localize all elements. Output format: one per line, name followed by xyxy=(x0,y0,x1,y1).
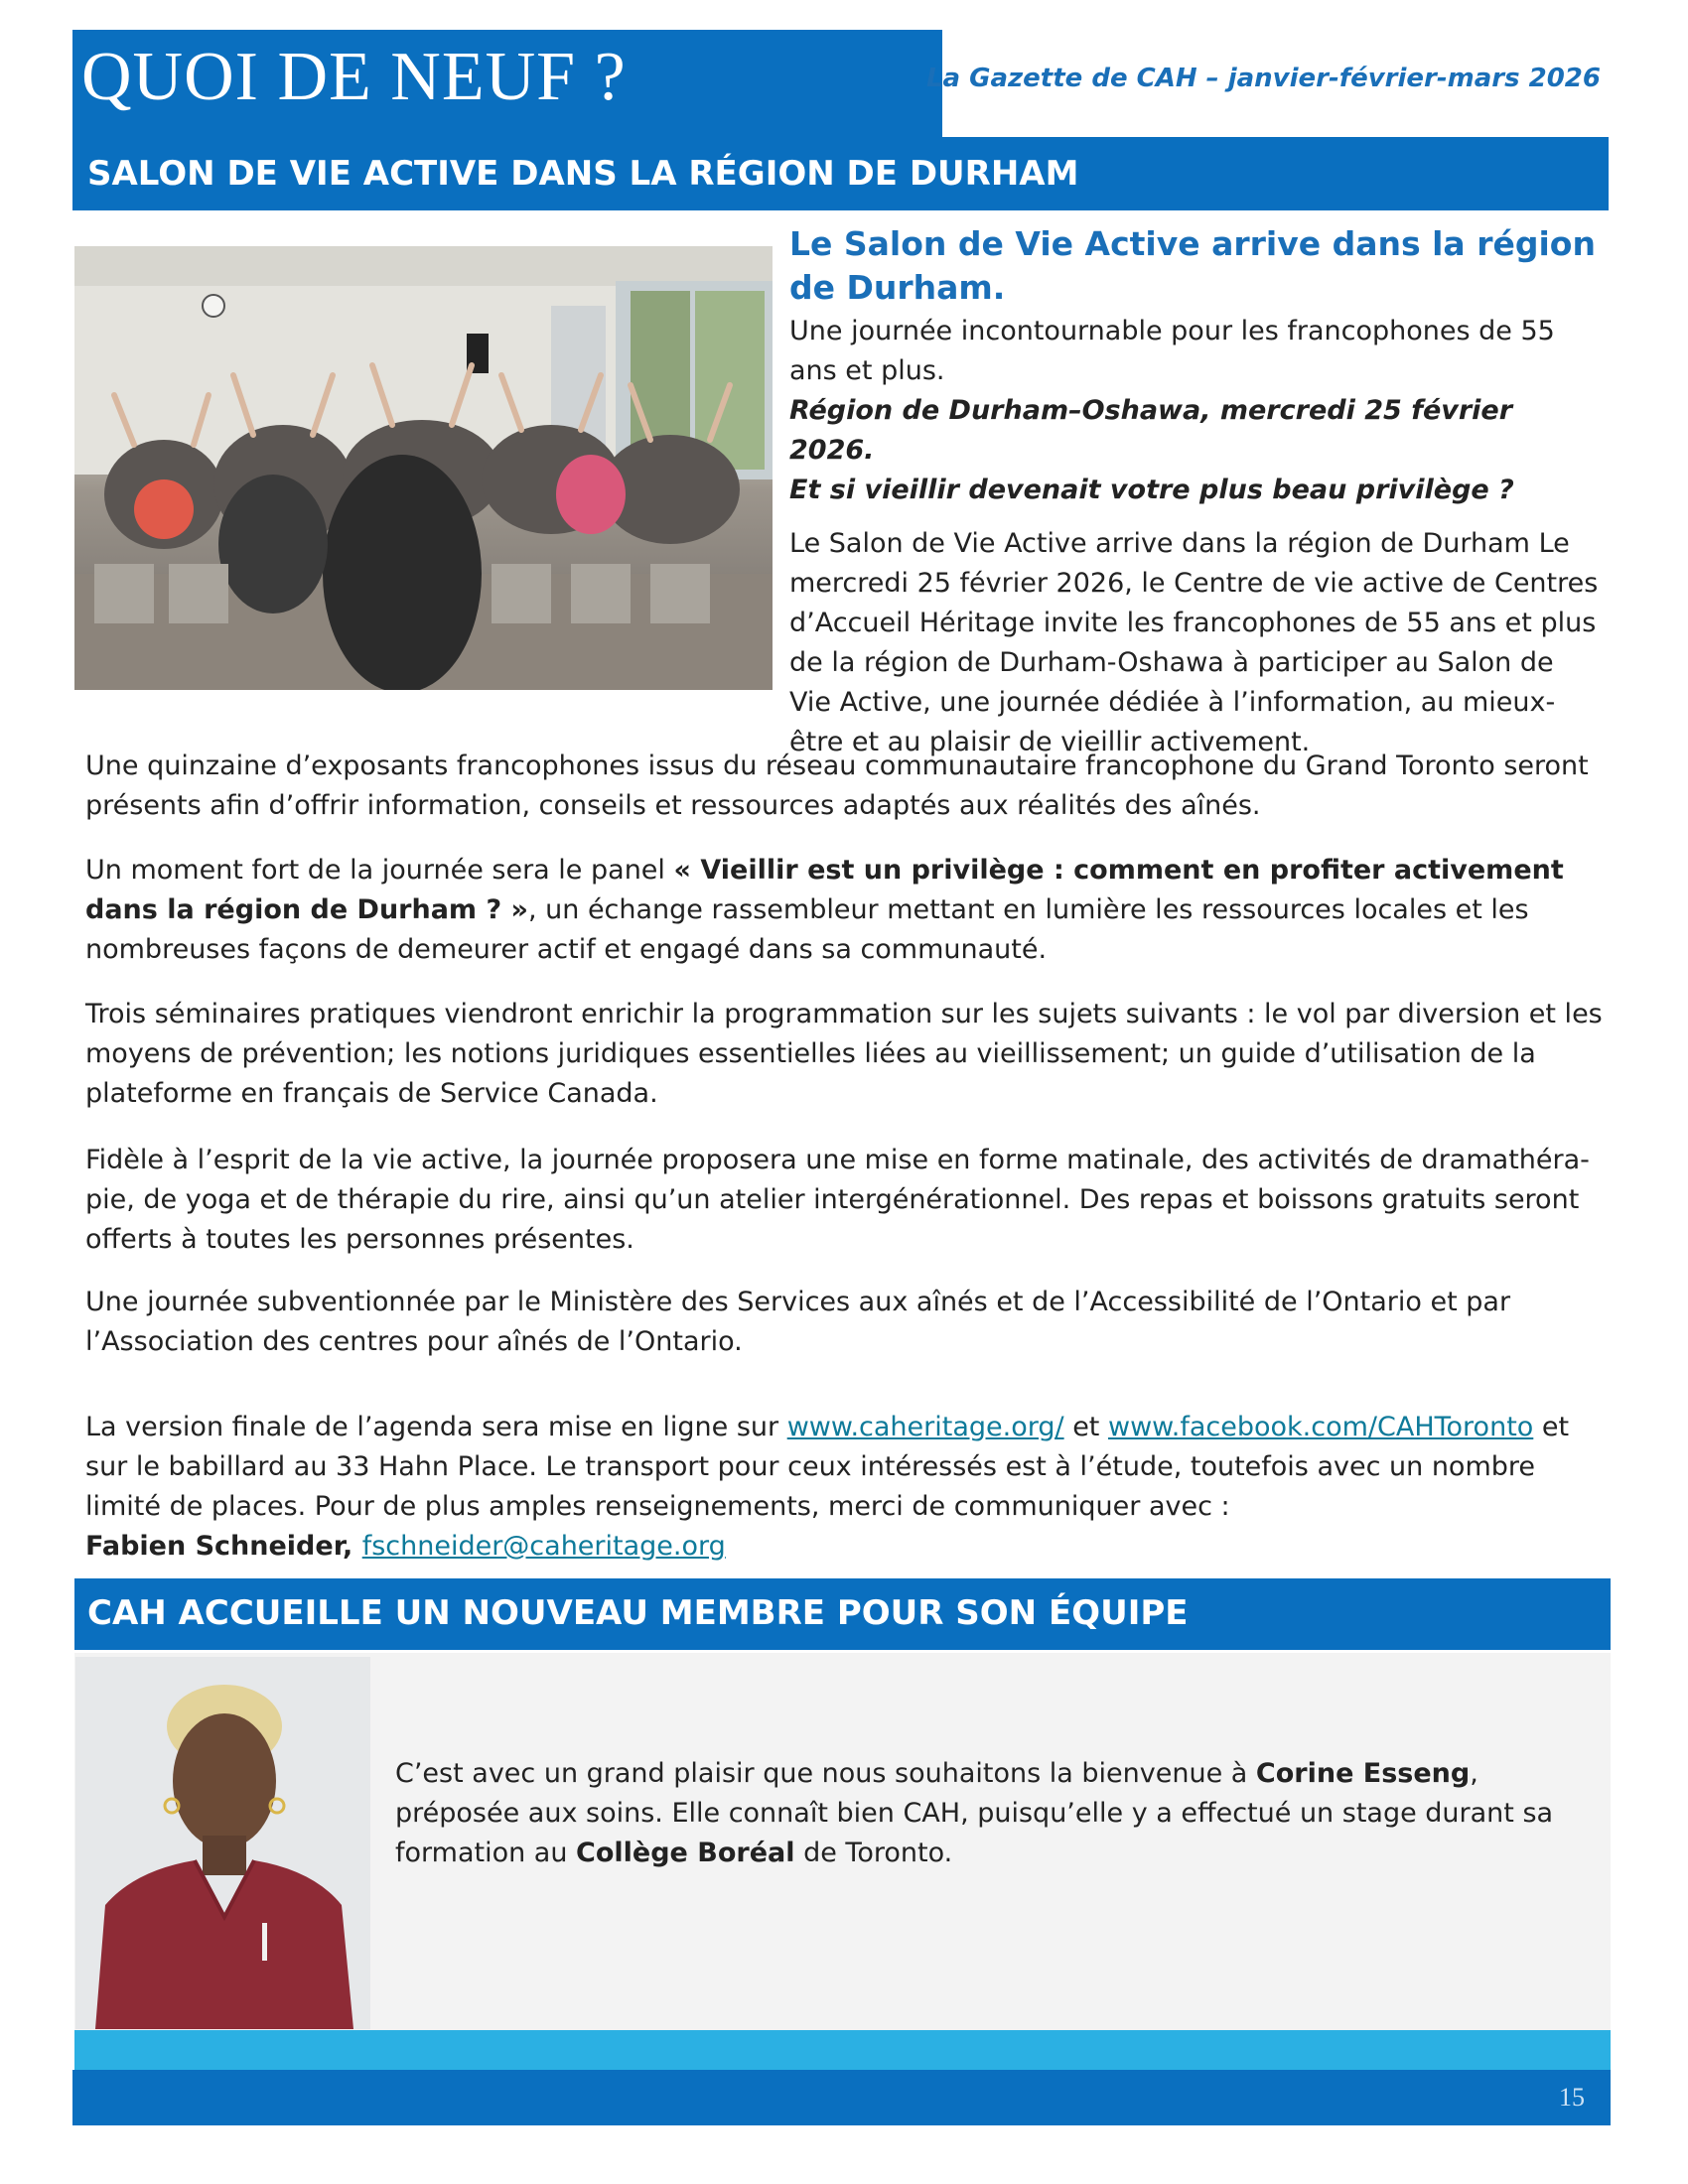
exercise-class-photo xyxy=(74,246,773,690)
footer-bar xyxy=(72,2070,1611,2125)
salon-date-line: Région de Durham–Oshawa, mercredi 25 février 2026. xyxy=(789,395,1513,466)
paragraph-activities xyxy=(85,1141,1605,1260)
paragraph-seminars xyxy=(85,995,1605,1114)
exhibitors-text: Une quinzaine d’exposants francophones issus du réseau communautaire francophone du Grand Toronto seront présents afin d’offrir information, conseils et ressources adaptés aux réalités des aînés. xyxy=(85,751,1589,821)
agenda-text-b: et sur le babillard au 33 Hahn Place. Le transport pour ceux intéressés est à l’étude, toutefois avec un nombre limité de places. Pour de plus amples renseignements, merci de communiquer avec : xyxy=(85,1412,1570,1522)
panel-text-b: , un échange rassembleur mettant en lumière les ressources locales et les nombreuses façons de demeurer actif et engagé dans sa communauté. xyxy=(85,894,1529,965)
paragraph-panel xyxy=(85,851,1605,970)
gazette-issue: La Gazette de CAH – janvier-février-mars 2026 xyxy=(925,64,1601,93)
corine-esseng-portrait xyxy=(75,1657,370,2029)
paragraph-agenda xyxy=(85,1408,1605,1567)
contact-name: Fabien Schneider, xyxy=(85,1531,362,1562)
welcome-text-a: C’est avec un grand plaisir que nous souhaitons la bienvenue à xyxy=(395,1758,1256,1789)
facebook-page-link[interactable]: www.facebook.com/CAHToronto xyxy=(1107,1412,1534,1442)
agenda-text-a: La version finale de l’agenda sera mise en ligne sur xyxy=(85,1412,787,1442)
section-title-salon: SALON DE VIE ACTIVE DANS LA RÉGION DE DURHAM xyxy=(87,154,1079,194)
panel-text-a: Un moment fort de la journée sera le panel xyxy=(85,855,674,886)
welcome-text-c: de Toronto. xyxy=(794,1838,953,1868)
salon-intro-paragraph: Le Salon de Vie Active arrive dans la région de Durham Le mercredi 25 février 2026, le Centre de vie active de Centres d’Accueil Héritage invite les francophones de 55 ans et plus de la région de Durham-Oshawa à participer au Salon de Vie Active, une journée dédiée à l’information, au mieux-être et au plaisir de vieillir activement. xyxy=(789,528,1599,757)
new-member-welcome-text xyxy=(395,1754,1597,1873)
salon-lead-title: Le Salon de Vie Active arrive dans la région de Durham. xyxy=(789,224,1596,307)
salon-lead-subtitle: Une journée incontournable pour les francophones de 55 ans et plus. xyxy=(789,316,1555,386)
seminars-text: Trois séminaires pratiques viendront enrichir la programmation sur les sujets suivants : le vol par diversion et les moyens de prévention; les notions juridiques essentielles liées au vieillissement; un guide d’utilisation de la plateforme en français de Service Canada. xyxy=(85,999,1603,1109)
new-member-name: Corine Esseng xyxy=(1255,1758,1471,1789)
agenda-text-et: et xyxy=(1063,1412,1108,1442)
salon-intro-column xyxy=(789,222,1599,762)
paragraph-exhibitors xyxy=(85,747,1605,826)
panel-title: « Vieillir est un privilège : comment en profiter activement dans la région de Durham ? » xyxy=(85,855,1564,925)
page-number: 15 xyxy=(1559,2083,1585,2112)
school-name: Collège Boréal xyxy=(576,1838,795,1868)
paragraph-funding xyxy=(85,1283,1605,1362)
contact-email-link[interactable]: fschneider@caheritage.org xyxy=(361,1531,726,1562)
welcome-text-b: , préposée aux soins. Elle connaît bien CAH, puisqu’elle y a effectué un stage durant sa formation au xyxy=(395,1758,1554,1868)
caheritage-website-link[interactable]: www.caheritage.org/ xyxy=(786,1412,1064,1442)
activities-text: Fidèle à l’esprit de la vie active, la journée proposera une mise en forme matinale, des activités de dramathéra-pie, de yoga et de thérapie du rire, ainsi qu’un atelier intergénérationnel. Des repas et boissons gratuits seront offerts à toutes les personnes présentes. xyxy=(85,1145,1590,1255)
page-title: QUOI DE NEUF ? xyxy=(81,39,627,115)
section-title-new-member: CAH ACCUEILLE UN NOUVEAU MEMBRE POUR SON ÉQUIPE xyxy=(87,1593,1189,1633)
funding-text: Une journée subventionnée par le Ministère des Services aux aînés et de l’Accessibilité de l’Ontario et par l’Association des centres pour aînés de l’Ontario. xyxy=(85,1287,1511,1357)
salon-tagline: Et si vieillir devenait votre plus beau privilège ? xyxy=(789,475,1514,505)
